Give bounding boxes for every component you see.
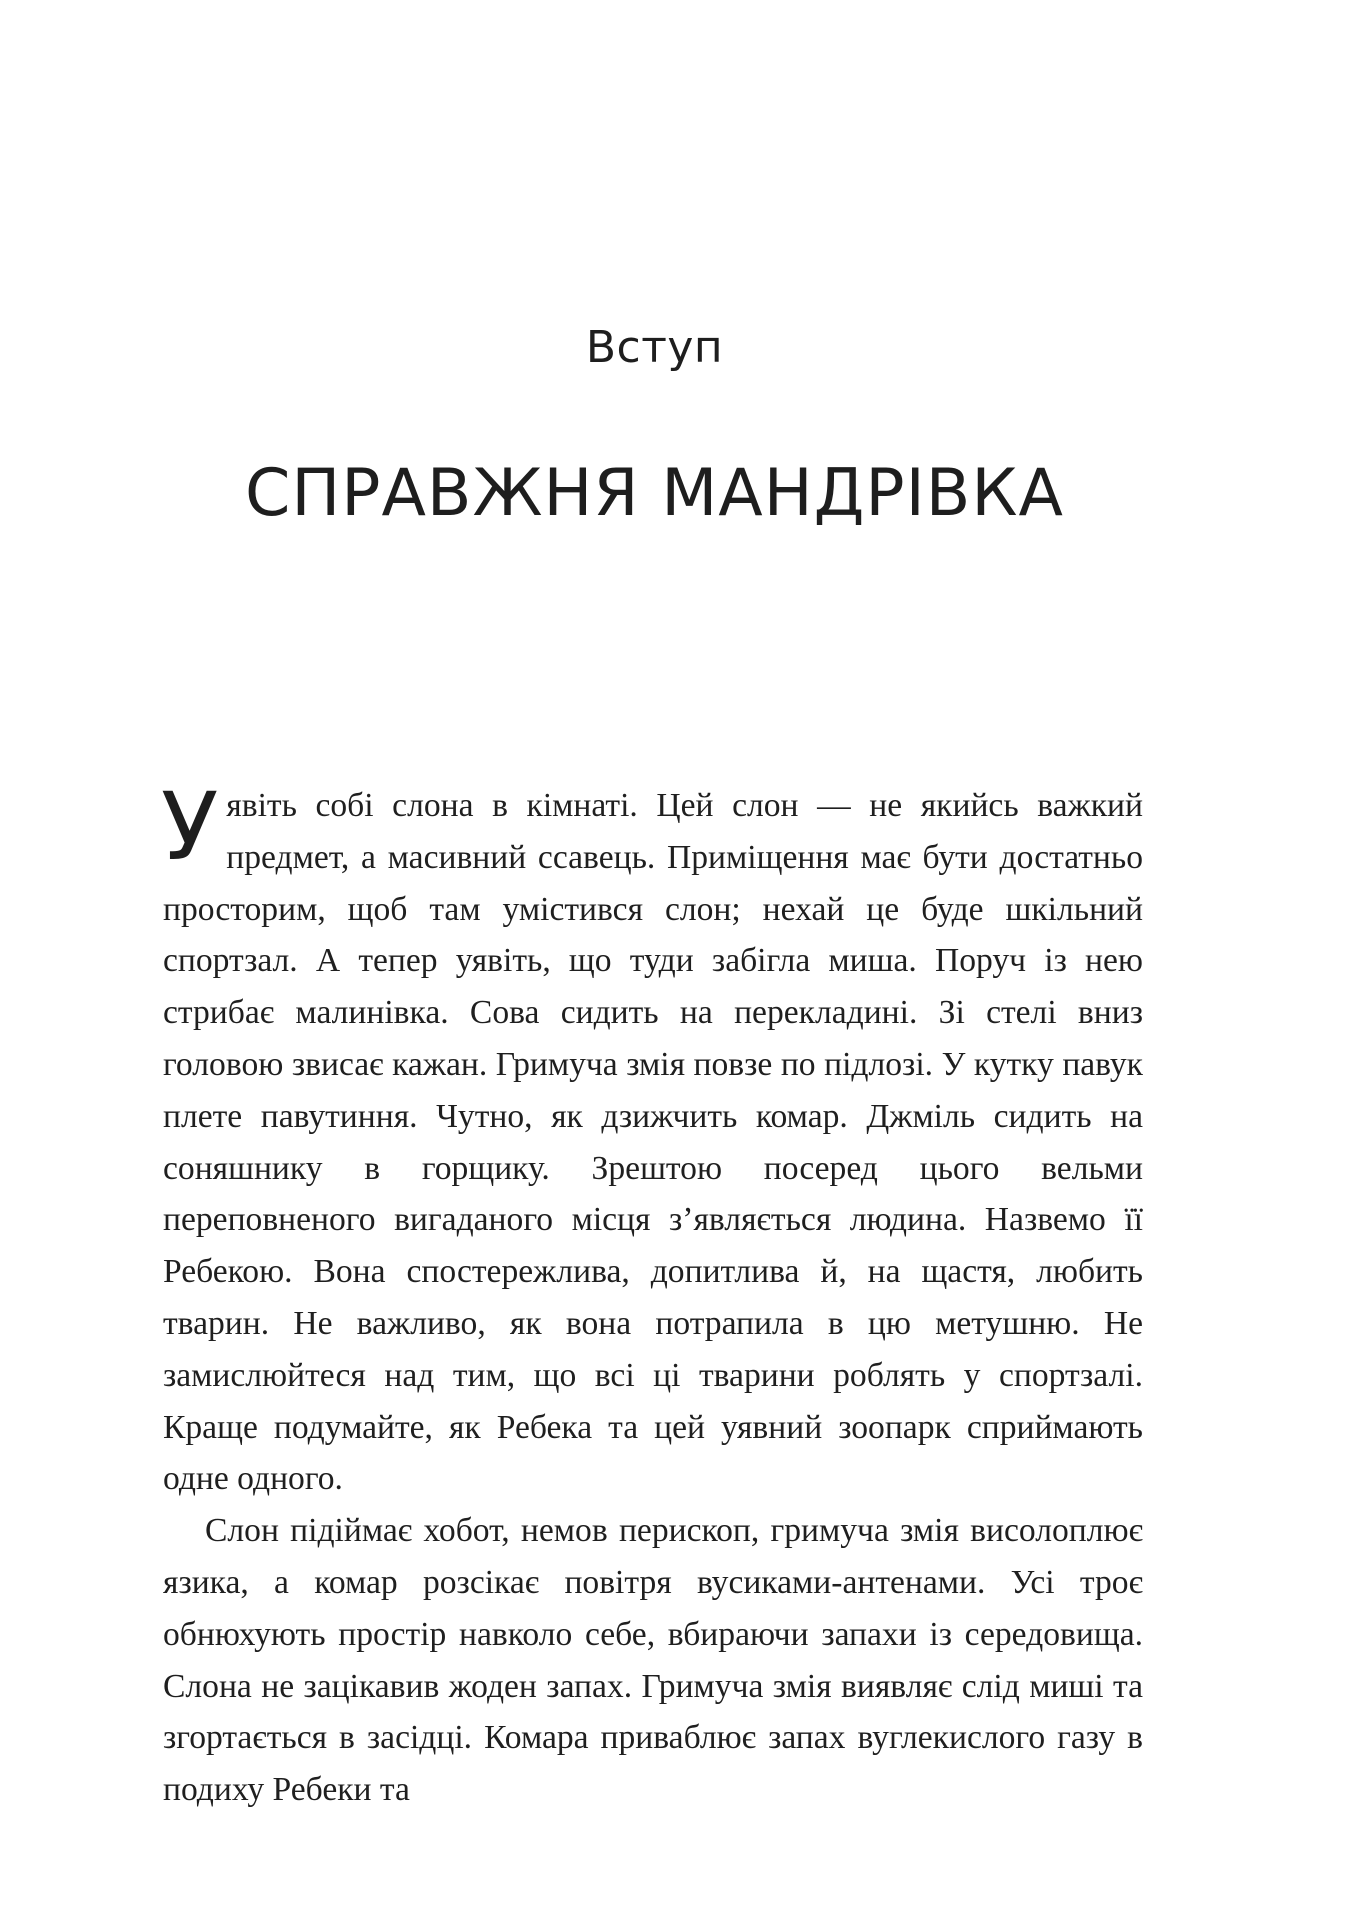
- chapter-label: Вступ: [585, 322, 724, 373]
- body-text: [161, 773, 1143, 1816]
- chapter-title: СПРАВЖНЯ МАНДРІВКА: [244, 456, 1064, 531]
- paragraph-1-text: явіть собі слона в кімнаті. Цей слон — не якийсь важкий предмет, а масивний ссавець. Приміщення має бути достатньо просторим, щоб там умістився слон; нехай це буде шкільний спортзал. А тепер уявіть, що туди забігла миша. Поруч із нею стрибає малинівка. Сова сидить на перекладині. Зі стелі вниз головою звисає кажан. Гримуча змія повзе по підлозі. У кутку павук плете павутиння. Чутно, як дзижчить комар. Джміль сидить на соняшнику в горщику. Зрештою посеред цього вельми переповненого вигаданого місця з’являється людина. Назвемо її Ребекою. Вона спостережлива, допитлива й, на щастя, любить тварин. Не важливо, як вона потрапила в цю метушню. Не замислюйтеся над тим, що всі ці тварини роблять у спортзалі. Краще подумайте, як Ребека та цей уявний зоопарк сприймають одне одного.: [163, 787, 1143, 1498]
- paragraph-2: Слон підіймає хобот, немов перископ, гримуча змія висолоплює язика, а комар розсікає повітря вусиками-антенами. Усі троє обнюхують простір навколо себе, вбираючи запахи із середовища. Слона не зацікавив жоден запах. Гримуча змія виявляє слід миші та згортається в засідці. Комара приваблює запах вуглекислого газу в подиху Ребеки та: [163, 1512, 1143, 1809]
- paragraph-1: [161, 773, 1143, 1505]
- drop-cap: У: [161, 773, 219, 882]
